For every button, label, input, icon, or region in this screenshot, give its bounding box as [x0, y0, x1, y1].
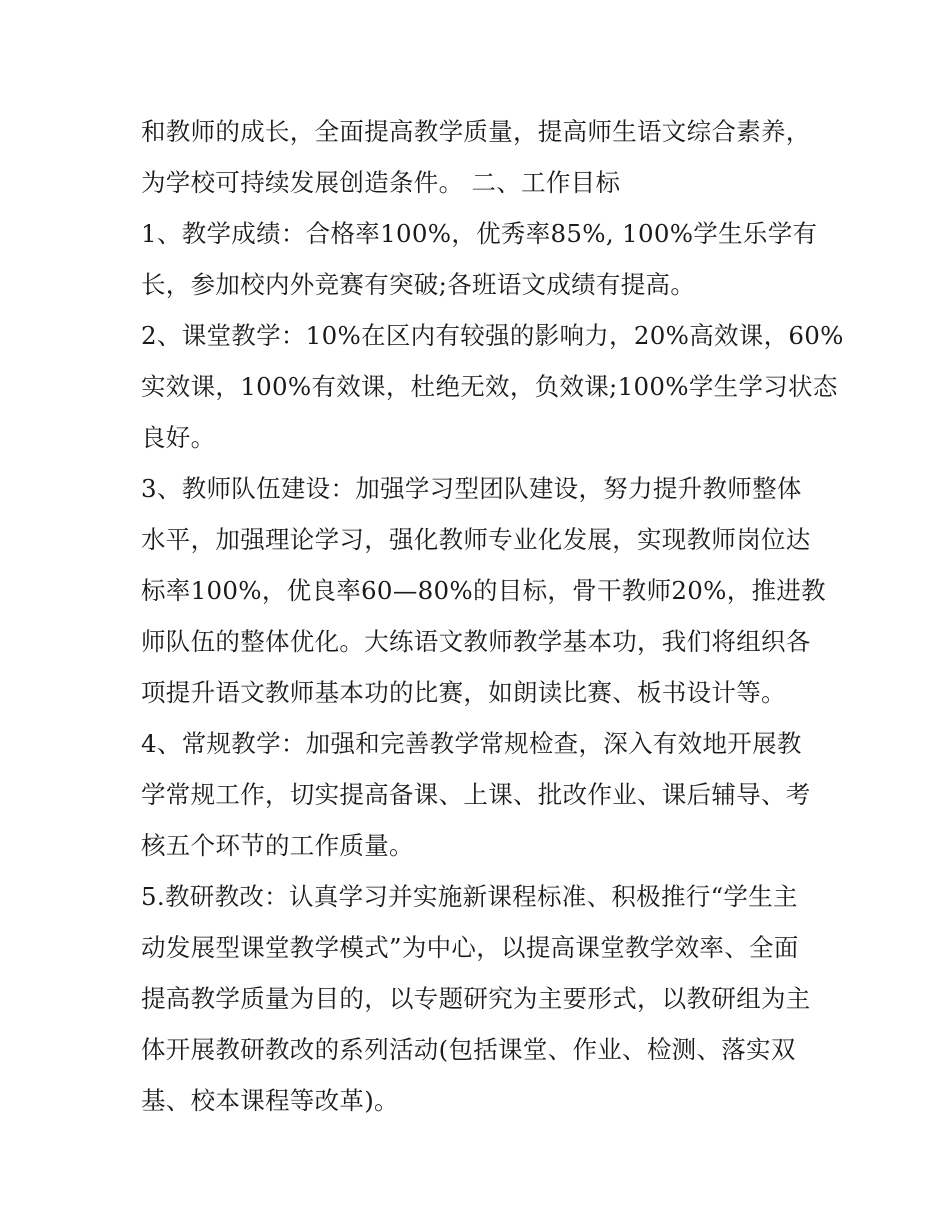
text-line: 提高教学质量为目的，以专题研究为主要形式，以教研组为主 [141, 984, 811, 1013]
text-line: 标率100%，优良率60—80%的目标，骨干教师20%，推进教 [141, 576, 826, 605]
text-line: 3、教师队伍建设：加强学习型团队建设，努力提升教师整体 [141, 474, 802, 503]
text-line: 项提升语文教师基本功的比赛，如朗读比赛、板书设计等。 [141, 678, 786, 707]
text-line: 学常规工作，切实提高备课、上课、批改作业、课后辅导、考 [141, 780, 811, 809]
text-line: 核五个环节的工作质量。 [141, 831, 414, 860]
text-line: 1、教学成绩：合格率100%，优秀率85%, 100%学生乐学有 [141, 219, 818, 248]
text-line: 5.教研教改：认真学习并实施新课程标准、积极推行“学生主 [141, 882, 798, 911]
text-line: 体开展教研教改的系列活动(包括课堂、作业、检测、落实双 [141, 1035, 796, 1064]
text-line: 良好。 [141, 423, 216, 452]
text-line: 师队伍的整体优化。大练语文教师教学基本功，我们将组织各 [141, 627, 811, 656]
text-line: 基、校本课程等改革)。 [141, 1086, 399, 1115]
document-body [141, 106, 844, 1126]
text-line: 和教师的成长，全面提高教学质量，提高师生语文综合素养， [141, 117, 811, 146]
text-line: 水平，加强理论学习，强化教师专业化发展，实现教师岗位达 [141, 525, 811, 554]
text-line: 长，参加校内外竞赛有突破;各班语文成绩有提高。 [141, 270, 696, 299]
text-line: 4、常规教学：加强和完善教学常规检查，深入有效地开展教 [141, 729, 802, 758]
text-line: 2、课堂教学：10%在区内有较强的影响力，20%高效课，60% [141, 321, 844, 350]
text-line: 动发展型课堂教学模式”为中心，以提高课堂教学效率、全面 [141, 933, 799, 962]
text-line: 实效课，100%有效课，杜绝无效，负效课;100%学生学习状态 [141, 372, 838, 401]
text-line: 为学校可持续发展创造条件。 二、工作目标 [141, 168, 621, 197]
